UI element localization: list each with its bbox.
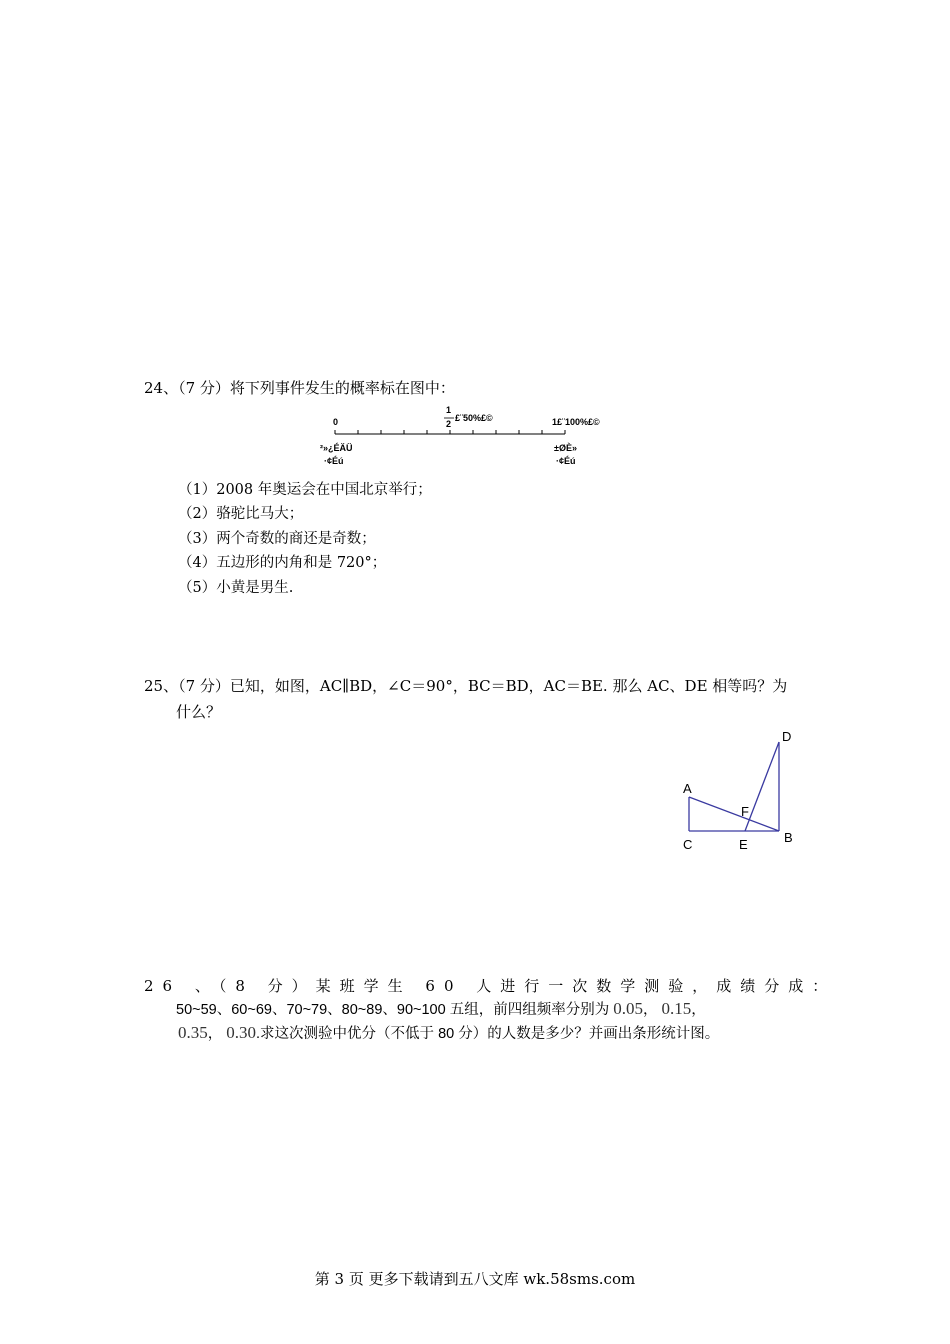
q26-text-line2 <box>176 998 706 1019</box>
q24-title: 24、（7 分）将下列事件发生的概率标在图中： <box>144 379 455 397</box>
scale-half-numerator: 1 <box>446 405 452 415</box>
probability-scale <box>320 404 620 472</box>
scale-one-label: 1£¨100%£© <box>552 417 600 427</box>
scale-ticks <box>335 430 565 434</box>
q26-freq-3: 0.35 <box>178 1023 208 1042</box>
q24-item-2: （2）骆驼比马大； <box>178 506 304 522</box>
q26-freq-1: 0.05 <box>613 999 643 1018</box>
q25-text-line1: 25、（7 分）已知，如图，AC∥BD，∠C＝90°，BC＝BD，AC＝BE. 那么 AC、DE 相等吗？为 <box>144 677 788 695</box>
point-b-label: B <box>784 830 793 845</box>
segment-ed <box>745 742 779 831</box>
q26-comma-3: ， <box>207 1026 223 1042</box>
page-footer: 第 3 页 更多下载请到五八文库 wk.58sms.com <box>314 1270 636 1288</box>
scale-certain-label: ±ØÈ» <box>554 443 577 453</box>
point-a-label: A <box>683 781 692 796</box>
point-f-label: F <box>741 804 749 819</box>
scale-impossible-label: ²»¿ÉÄÜ <box>320 443 353 453</box>
point-c-label: C <box>683 837 693 852</box>
q26-comma-1: ， <box>643 1002 658 1018</box>
q26-freq-2: 0.15 <box>661 999 692 1018</box>
scale-zero-label: 0 <box>333 417 339 427</box>
triangle-figure <box>672 725 802 855</box>
scale-half-label: £¨50%£© <box>455 413 493 423</box>
q26-text-line1: 26 、（8 分）某班学生 60 人进行一次数学测验，成绩分成： <box>144 977 837 995</box>
segment-ab <box>689 797 779 831</box>
q24-item-4: （4）五边形的内角和是 720°； <box>178 555 387 571</box>
q26-comma-2: ， <box>691 1002 706 1018</box>
q24-item-1: （1）2008 年奥运会在中国北京举行； <box>178 482 432 498</box>
q24-item-5: （5）小黄是男生. <box>178 580 294 596</box>
q25-text-line2: 什么？ <box>176 703 222 721</box>
q26-question: .求这次测验中优分（不低于 80 分）的人数是多少？并画出条形统计图。 <box>256 1026 720 1042</box>
point-e-label: E <box>739 837 748 852</box>
point-d-label: D <box>782 729 792 744</box>
scale-certain-label-2: ·¢Éú <box>556 456 576 466</box>
q26-text-line3 <box>178 1022 719 1043</box>
q26-freq-4: 0.30 <box>226 1023 257 1042</box>
scale-impossible-label-2: ·¢Éú <box>324 456 344 466</box>
q24-item-3: （3）两个奇数的商还是奇数； <box>178 531 376 547</box>
scale-half-denominator: 2 <box>446 419 452 429</box>
q26-groups: 50~59、60~69、70~79、80~89、90~100 五组，前四组频率分别为 <box>176 1002 610 1018</box>
